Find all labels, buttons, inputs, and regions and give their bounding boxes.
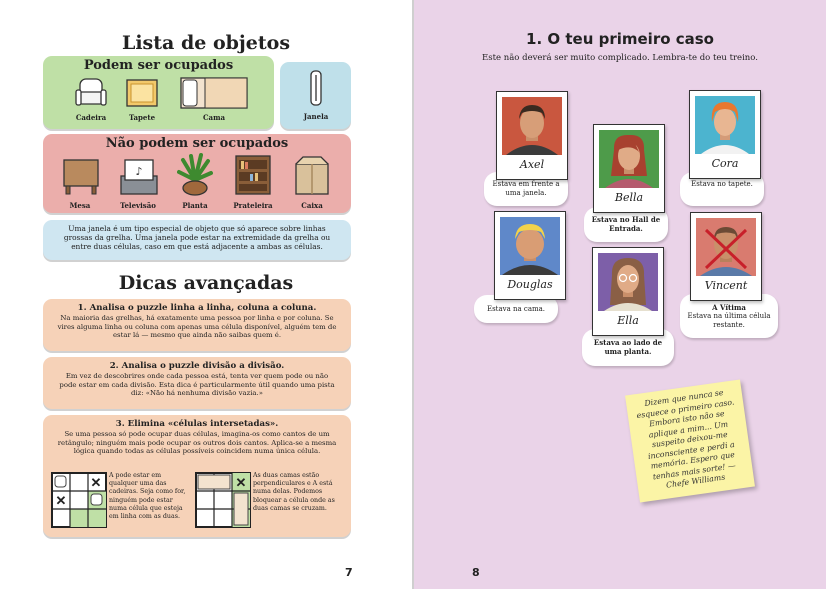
victim-vincent-name: Vincent	[704, 279, 748, 292]
sticky-note	[625, 379, 755, 502]
victim-vincent-portrait	[696, 218, 756, 276]
suspect-bella-card[interactable]	[593, 124, 665, 213]
item-label-table: Mesa	[69, 201, 91, 210]
suspect-ella-card[interactable]	[592, 247, 664, 336]
example-a-text: A pode estar em qualquer uma das cadeiras. Seja como for, ninguém pode estar numa célula que esteja em linha com as duas.	[109, 472, 186, 521]
window-box	[280, 62, 351, 129]
bed-icon	[179, 76, 249, 110]
suspect-cora-name: Cora	[711, 157, 739, 170]
suspect-axel-portrait	[502, 97, 562, 155]
suspect-cora-card[interactable]	[689, 90, 761, 179]
window-explanation-box	[43, 220, 351, 260]
suspect-douglas-card[interactable]	[494, 211, 566, 300]
chair-icon	[74, 76, 108, 110]
item-label-television: Televisão	[120, 201, 156, 210]
non-occupiable-title: Não podem ser ocupados	[105, 136, 289, 151]
suspect-douglas-caption: Estava na cama.	[474, 295, 558, 323]
tip-2-box	[43, 357, 351, 409]
left-page	[0, 0, 412, 589]
window-explanation: Uma janela é um tipo especial de objeto que só aparece sobre linhas grossas da grelha. Uma janela pode estar na extremidade da grelha ou entre duas células, caso em que está adjacente a ambas as células.	[63, 224, 331, 251]
window-label: Janela	[303, 112, 329, 121]
suspect-cora-caption: Estava no tapete.	[680, 172, 764, 206]
case-title: 1. O teu primeiro caso	[526, 30, 714, 48]
item-label-shelf: Prateleira	[233, 201, 273, 210]
window-icon	[309, 69, 323, 107]
page-number-right: 8	[472, 566, 480, 579]
victim-caption-text: Estava na última célula restante.	[687, 312, 771, 329]
example-b-text: As duas camas estão perpendiculares e A está numa delas. Podemos bloquear a célula onde as duas camas se cruzam.	[253, 472, 335, 512]
suspect-bella-caption: Estava no Hall de Entrada.	[584, 207, 668, 242]
suspect-axel-card[interactable]	[496, 91, 568, 180]
table-icon	[62, 156, 100, 196]
suspect-ella-portrait	[598, 253, 658, 311]
svg-text:♪: ♪	[135, 165, 143, 178]
occupiable-box	[43, 56, 274, 129]
suspect-cora-portrait	[695, 96, 755, 154]
tip-1-box	[43, 299, 351, 351]
item-label-rug: Tapete	[128, 113, 156, 122]
suspect-axel-caption: Estava em frente a uma janela.	[484, 172, 568, 206]
tip-1-title: 1. Analisa o puzzle linha a linha, coluna a coluna.	[77, 303, 317, 313]
victim-vincent-card[interactable]	[690, 212, 762, 301]
suspect-bella-name: Bella	[614, 191, 644, 204]
item-label-plant: Planta	[182, 201, 208, 210]
object-list-title: Lista de objetos	[121, 32, 291, 54]
rug-icon	[125, 78, 159, 108]
suspect-douglas-name: Douglas	[507, 278, 553, 291]
case-subtitle: Este não deverá ser muito complicado. Lembra-te do teu treino.	[482, 53, 758, 63]
shelf-icon	[234, 154, 272, 196]
victim-caption-title: A Vítima	[712, 303, 746, 312]
non-occupiable-box	[43, 134, 351, 213]
television-icon	[119, 156, 159, 196]
svg-text:✕: ✕	[235, 476, 247, 491]
suspect-ella-caption: Estava ao lado de uma planta.	[582, 329, 674, 366]
suspect-douglas-portrait	[500, 217, 560, 275]
tip-2-body: Em vez de descobrires onde cada pessoa está, tenta ver quem pode ou não pode estar em cada divisão. Esta dica é particularmente útil quando uma pista diz: «Não há nenhuma divisão vazia.»	[59, 372, 335, 397]
item-label-bed: Cama	[202, 113, 226, 122]
box-icon	[293, 154, 331, 196]
tip-3-title: 3. Elimina «células intersetadas».	[115, 419, 279, 429]
example-grid-a	[51, 472, 107, 528]
advanced-tips-title: Dicas avançadas	[118, 272, 294, 294]
page-number-left: 7	[345, 566, 353, 579]
tip-1-body: Na maioria das grelhas, há exatamente uma pessoa por linha e por coluna. Se vires alguma linha ou coluna com apenas uma célula disponível, alguém tem de estar lá — mesmo que ainda não saibas quem é.	[57, 314, 337, 339]
suspect-ella-name: Ella	[617, 314, 639, 327]
occupiable-title: Podem ser ocupados	[83, 58, 234, 73]
tip-3-body: Se uma pessoa só pode ocupar duas células, imagina-os como cantos de um retângulo; ninguém mais pode ocupar os outros dois cantos. Aplica-se a mesma lógica quando todas as células possíveis coincidem numa única célula.	[57, 430, 337, 455]
suspect-axel-name: Axel	[519, 158, 545, 171]
right-page	[414, 0, 826, 589]
example-grid-b	[195, 472, 251, 528]
svg-text:✕: ✕	[55, 494, 67, 509]
tip-3-box	[43, 415, 351, 537]
plant-icon	[177, 152, 213, 196]
suspect-bella-portrait	[599, 130, 659, 188]
tip-2-title: 2. Analisa o puzzle divisão a divisão.	[109, 361, 285, 371]
item-label-box: Caixa	[301, 201, 323, 210]
sticky-note-text: Dizem que nunca se esquece o primeiro caso. Embora isto não se aplique a mim... Um suspeito deixou-me inconsciente e perdi a memória. Espero que tenhas mais sorte! — Chefe Williams	[635, 387, 737, 490]
svg-text:✕: ✕	[90, 476, 102, 491]
item-label-chair: Cadeira	[75, 113, 107, 122]
